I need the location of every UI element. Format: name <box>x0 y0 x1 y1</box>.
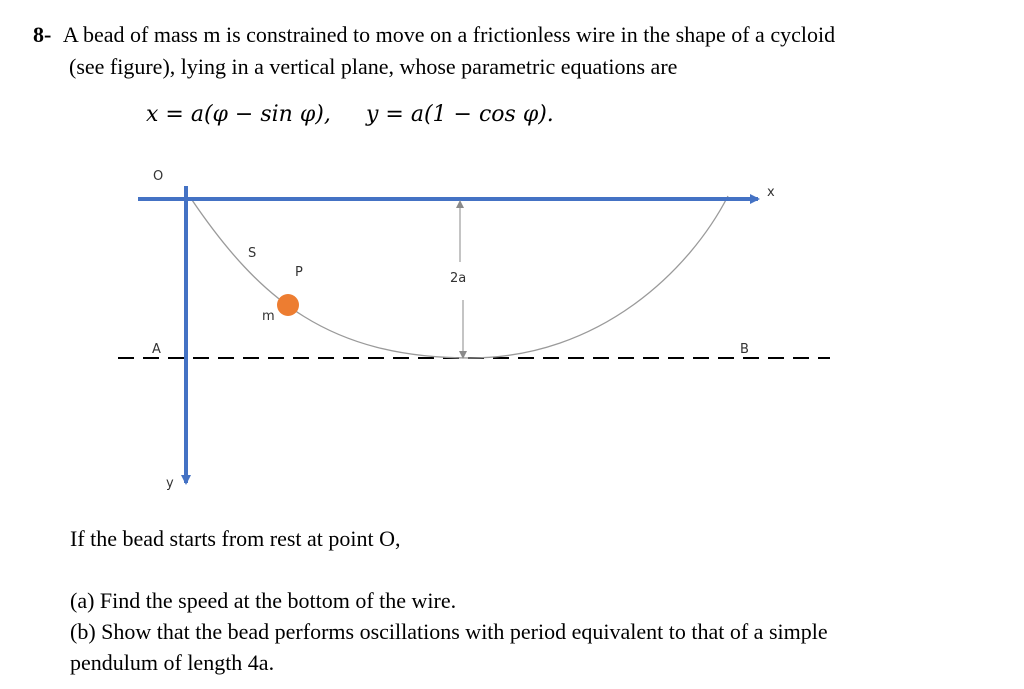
bead <box>277 294 299 316</box>
question-intro: If the bead starts from rest at point O, <box>70 526 401 551</box>
point-a-label: A <box>152 342 161 357</box>
equation-x: x = a(φ − sin φ), <box>146 102 331 127</box>
point-p-label: P <box>295 265 303 280</box>
equation-y: y = a(1 − cos φ). <box>366 102 554 127</box>
question-part-b-line-2: pendulum of length 4a. <box>70 650 275 675</box>
height-label: 2a <box>450 271 467 286</box>
y-axis-label: y <box>166 476 174 491</box>
question-part-a: (a) Find the speed at the bottom of the wire. <box>70 588 457 613</box>
mass-label: m <box>262 309 275 324</box>
arc-length-label: S <box>248 246 257 261</box>
problem-text-line-2: (see figure), lying in a vertical plane, whose parametric equations are <box>69 54 678 79</box>
problem-number: 8- <box>33 22 52 47</box>
problem-text-line-1: A bead of mass m is constrained to move on a frictionless wire in the shape of a cycloid <box>62 22 836 47</box>
x-axis-label: x <box>767 185 775 200</box>
question-part-b-line-1: (b) Show that the bead performs oscillations with period equivalent to that of a simple <box>70 619 828 644</box>
point-b-label: B <box>740 342 749 357</box>
origin-label: O <box>153 169 164 184</box>
